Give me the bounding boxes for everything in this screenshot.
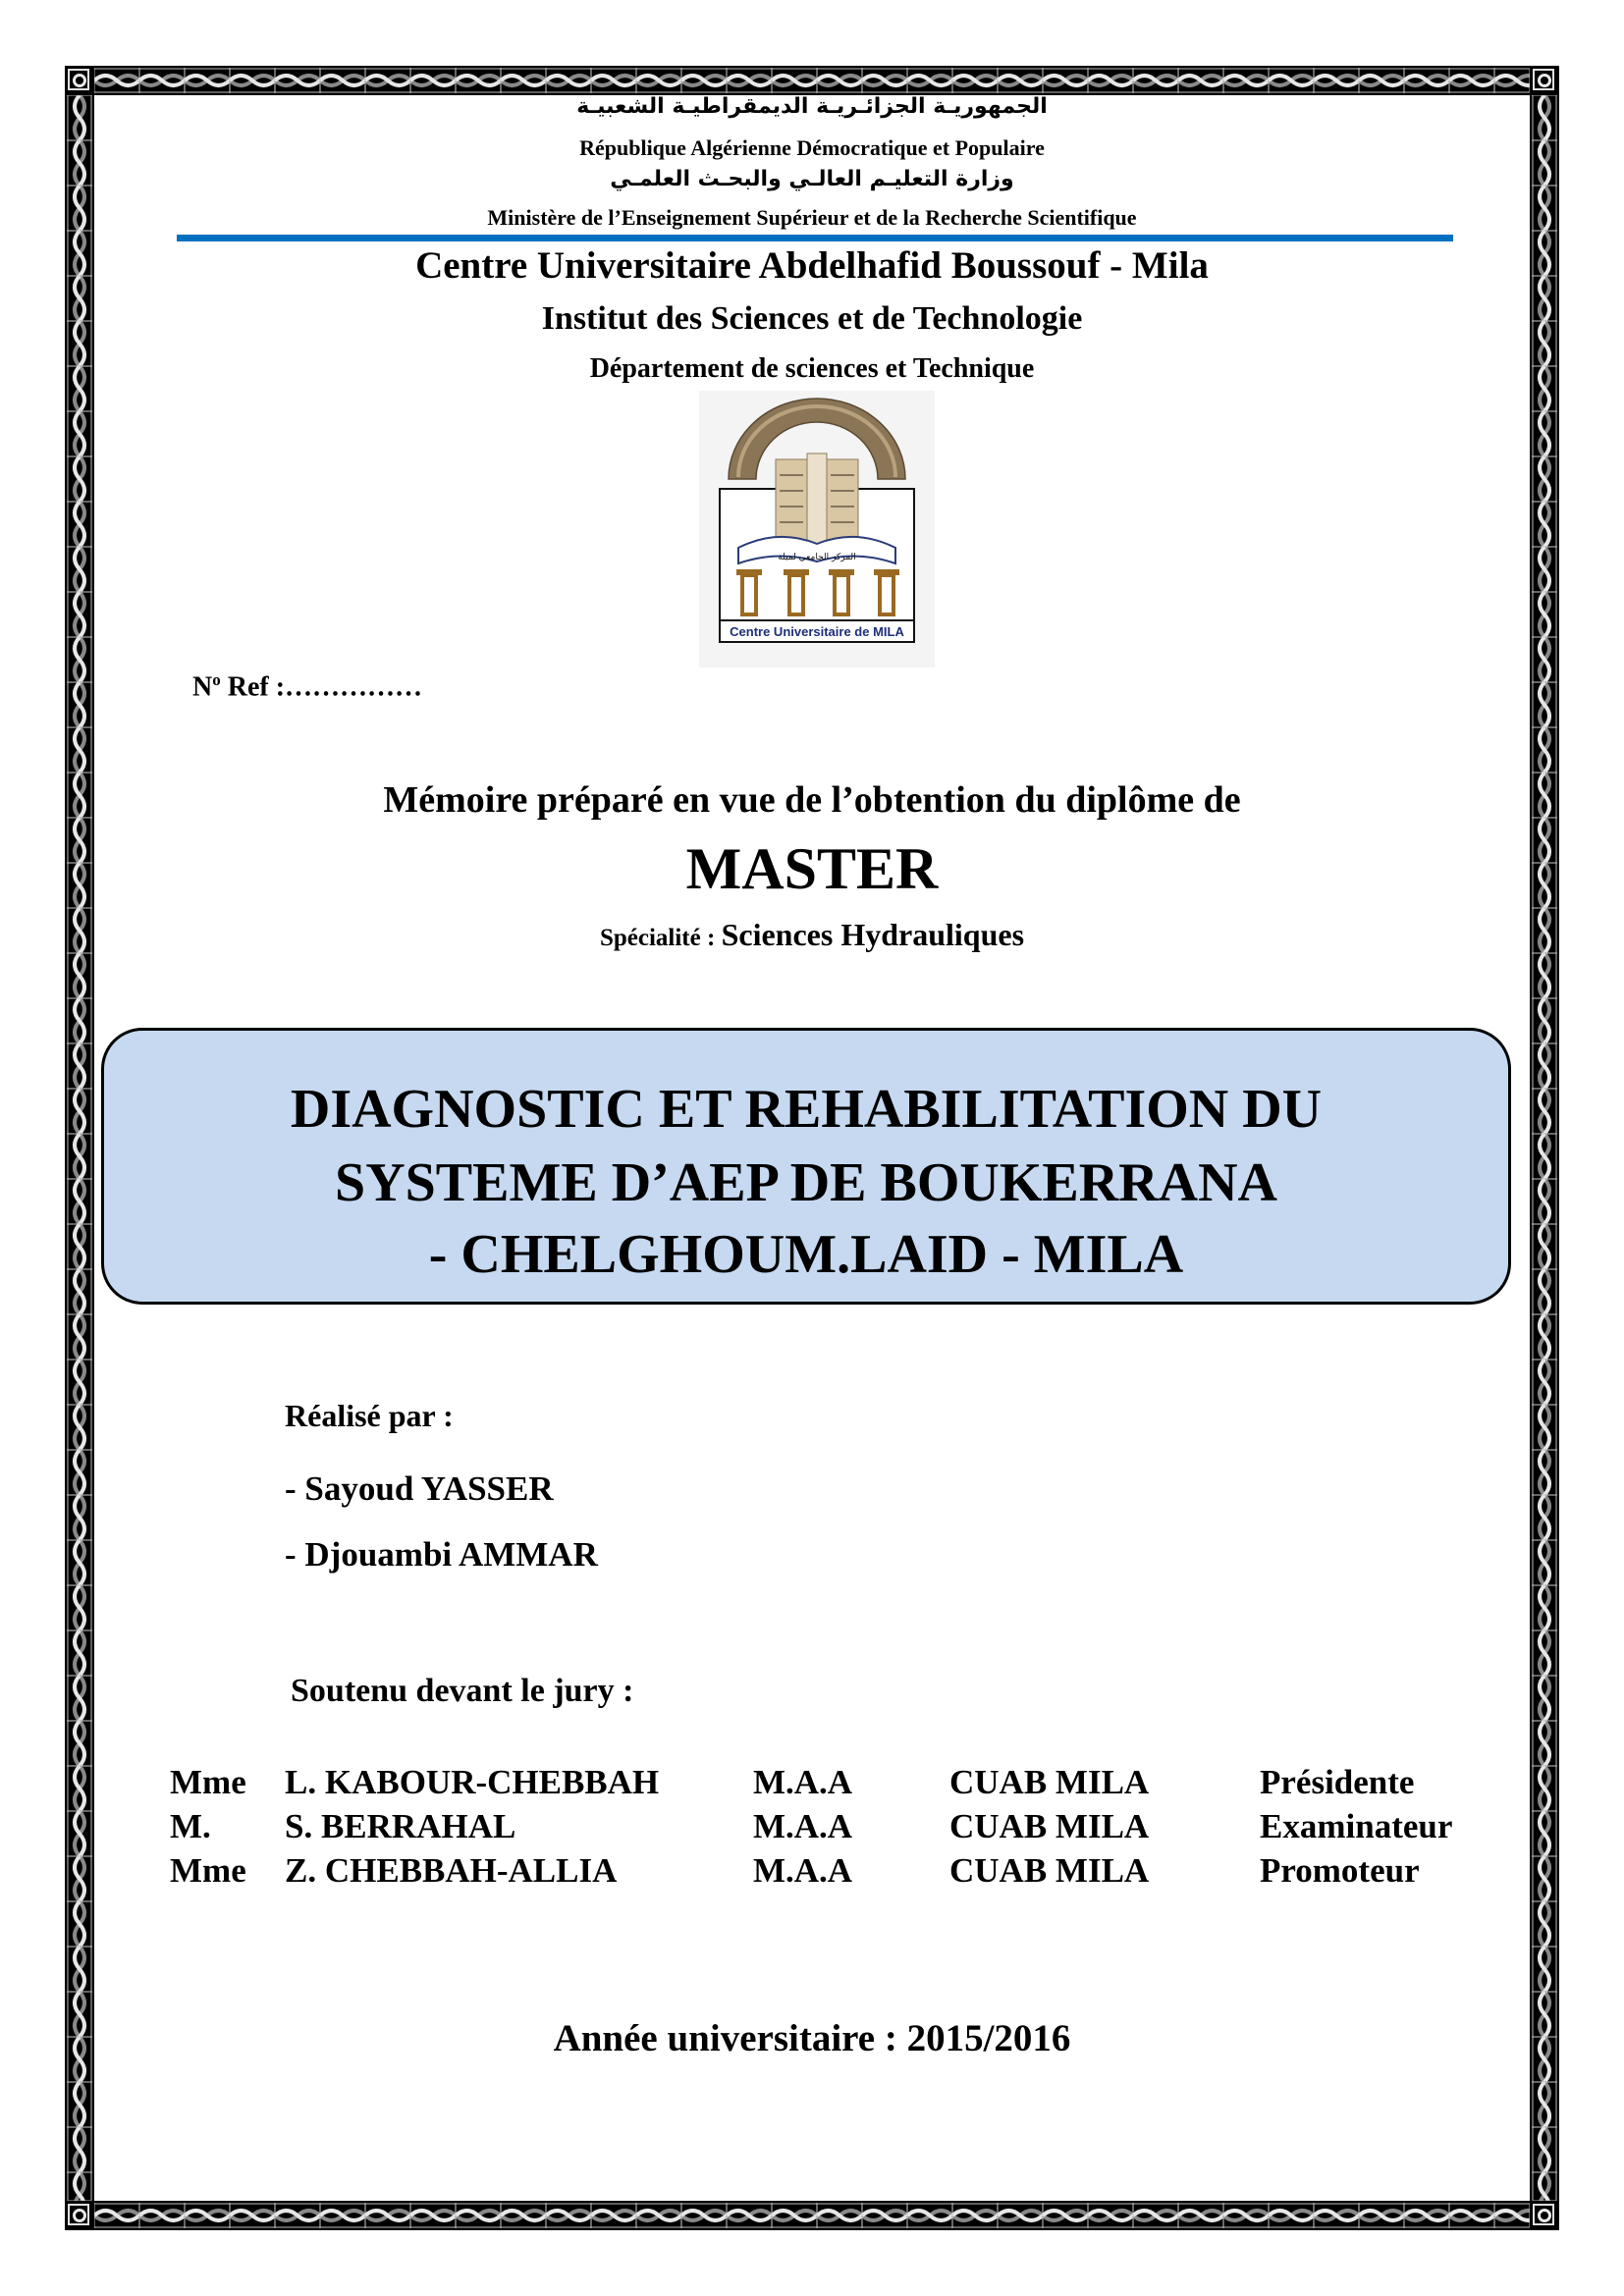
jury-role: Présidente [1260,1763,1415,1801]
thesis-title-line: - CHELGHOUM.LAID - MILA [428,1224,1184,1285]
jury-role: Promoteur [1260,1851,1420,1890]
jury-institution: CUAB MILA [949,1763,1150,1801]
logo-caption: Centre Universitaire de MILA [730,624,904,639]
thesis-title-line: SYSTEME D’AEP DE BOUKERRANA [335,1152,1277,1213]
diploma-intro: Mémoire préparé en vue de l’obtention du diplôme de [383,779,1241,821]
border-bottom-braid [94,2201,1530,2230]
border-top-braid [94,66,1530,95]
institute-name: Institut des Sciences et de Technologie [541,300,1083,337]
corner-ornament-icon [1530,2201,1559,2230]
jury-institution: CUAB MILA [949,1851,1150,1890]
corner-ornament-icon [65,2201,94,2230]
jury-grade: M.A.A [753,1763,853,1801]
specialty-label: Spécialité : [599,925,722,951]
reference-number: $N^o$ Ref :…………… [192,670,423,703]
jury-name: S. BERRAHAL [285,1807,516,1845]
author-name: - Djouambi AMMAR [285,1535,598,1574]
corner-ornament-icon [1530,66,1559,95]
thesis-title-box [101,1028,1511,1305]
university-logo [699,391,935,667]
thesis-title-line: DIAGNOSTIC ET REHABILITATION DU [290,1079,1323,1140]
arabic-ministry-heading: وزارة التعليـم العالـي والبحـث العلمـي [610,167,1014,191]
ministry-heading: Ministère de l’Enseignement Supérieur et de la Recherche Scientifique [487,205,1137,230]
degree-name: MASTER [685,836,939,901]
jury-civility: Mme [170,1763,246,1801]
corner-ornament-icon [65,66,94,95]
header-divider [177,235,1453,241]
logo-arabic-caption: المركز الجامعي لميلة [778,553,856,562]
jury-civility: Mme [170,1851,246,1890]
jury-name: Z. CHEBBAH-ALLIA [285,1851,618,1890]
jury-row [0,1807,1624,1850]
jury-grade: M.A.A [753,1807,853,1845]
jury-row [0,1763,1624,1806]
jury-role: Examinateur [1260,1807,1453,1845]
jury-institution: CUAB MILA [949,1807,1150,1845]
department-name: Département de sciences et Technique [589,353,1035,384]
academic-year: Année universitaire : 2015/2016 [553,2017,1071,2059]
authors-label: Réalisé par : [285,1398,454,1433]
jury-civility: M. [170,1807,211,1845]
jury-grade: M.A.A [753,1851,853,1890]
jury-name: L. KABOUR-CHEBBAH [285,1763,660,1801]
author-name: - Sayoud YASSER [285,1469,554,1508]
specialty [0,917,1624,953]
jury-label: Soutenu devant le jury : [291,1673,634,1709]
republic-heading: République Algérienne Démocratique et Populaire [579,135,1045,160]
specialty-value: Sciences Hydrauliques [721,917,1025,952]
arabic-republic-heading: الجمهوريـة الجزائـريـة الديمقراطيـة الشعبيـة [576,94,1048,119]
university-name: Centre Universitaire Abdelhafid Boussouf - Mila [415,244,1209,287]
jury-row [0,1851,1624,1895]
